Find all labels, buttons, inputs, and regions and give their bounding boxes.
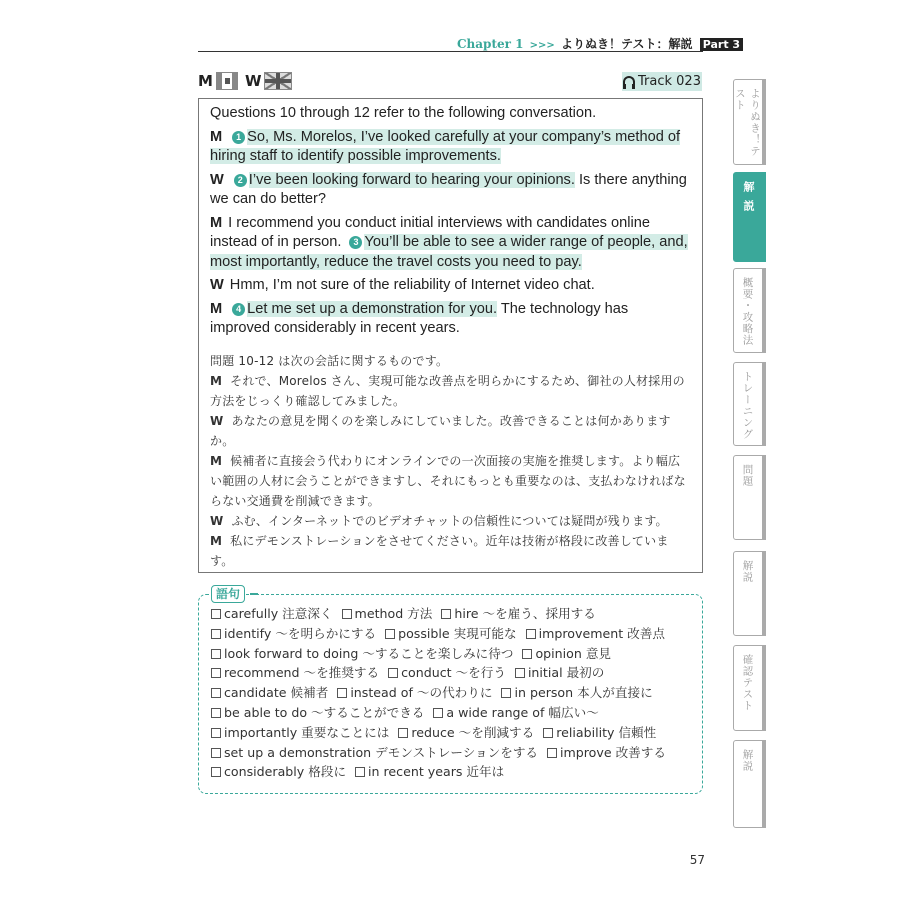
translation-intro: 問題 10-12 は次の会話に関するものです。 [210, 353, 449, 368]
vocabulary-list [211, 604, 690, 782]
speaker-label: M [210, 533, 223, 548]
header-rule [198, 51, 703, 52]
line-text: The technology has improved considerably in recent years. [210, 300, 629, 336]
speaker-label: W [210, 513, 224, 528]
vocabulary-text: instead of ～の代わりに [350, 685, 493, 701]
side-tab[interactable] [733, 645, 766, 731]
running-header [457, 35, 741, 51]
speaker-label: W [210, 277, 224, 293]
vocabulary-item[interactable] [211, 646, 513, 661]
checkbox-icon[interactable] [211, 668, 221, 678]
chapter-label: Chapter 1 [457, 37, 524, 51]
audio-track-badge[interactable] [622, 72, 702, 91]
translation-text: 私にデモンストレーションをさせてください。近年は技術が格段に改善しています。 [210, 533, 669, 568]
vocabulary-text: be able to do ～することができる [224, 704, 425, 720]
dialogue-line [210, 214, 691, 273]
checkbox-icon[interactable] [211, 688, 221, 698]
dialogue-line [210, 171, 691, 210]
side-tab[interactable] [733, 740, 766, 828]
vocabulary-item[interactable] [211, 626, 376, 641]
side-tab[interactable] [733, 455, 766, 540]
vocabulary-text: importantly 重要なことには [224, 724, 390, 740]
vocabulary-line [211, 644, 690, 664]
chevrons-icon: >>> [529, 40, 555, 51]
speaker-label: M [210, 214, 223, 231]
vocabulary-item[interactable] [211, 725, 389, 740]
line-text: Hmm, I’m not sure of the reliability of Internet video chat. [229, 277, 595, 293]
side-tab-label: 解説 [742, 181, 755, 219]
vocabulary-text: in recent years 近年は [368, 764, 505, 780]
vocabulary-item[interactable] [526, 626, 665, 641]
vocabulary-text: method 方法 [354, 606, 433, 621]
vocabulary-item[interactable] [515, 665, 604, 680]
vocabulary-item[interactable] [337, 685, 492, 700]
dialogue-line [210, 300, 691, 339]
speaker-flags [198, 71, 292, 91]
line-text: I recommend you conduct initial interviews with candidates online instead of in person. [210, 214, 650, 250]
page-number: 57 [689, 853, 705, 867]
translation-line [210, 451, 691, 511]
side-tab-label: トレーニング [741, 371, 754, 440]
speaker-label: W [210, 413, 224, 428]
dialogue-line [210, 276, 691, 296]
vocabulary-text: identify ～を明らかにする [224, 625, 377, 641]
vocabulary-line [211, 624, 690, 644]
side-tab-label: よりぬき！テスト [734, 88, 761, 157]
highlighted-text: Let me set up a demonstration for you. [247, 300, 498, 317]
checkbox-icon[interactable] [342, 609, 352, 619]
vocabulary-line [211, 604, 690, 624]
vocabulary-text: hire ～を雇う、採用する [454, 606, 596, 621]
vocabulary-item[interactable] [433, 705, 598, 720]
uk-flag-icon [264, 72, 292, 90]
english-transcript [210, 104, 691, 339]
speaker-w-label: W [244, 72, 262, 90]
vocabulary-title: 語句 [211, 585, 245, 603]
side-tab[interactable] [733, 79, 766, 165]
clue-number-badge: 2 [234, 174, 247, 187]
track-label: Track 023 [638, 74, 701, 89]
vocabulary-item[interactable] [211, 764, 346, 779]
vocabulary-line [211, 703, 690, 723]
clue-number-badge: 3 [349, 236, 362, 249]
translation-text: ふむ、インターネットでのビデオチャットの信頼性については疑問が残ります。 [231, 513, 668, 528]
speaker-label: M [210, 373, 223, 388]
checkbox-icon[interactable] [211, 767, 221, 777]
vocabulary-item[interactable] [388, 665, 506, 680]
vocabulary-text: reliability 信頼性 [556, 724, 657, 740]
vocabulary-item[interactable] [398, 725, 534, 740]
japanese-translation [210, 351, 691, 571]
vocabulary-item[interactable] [501, 685, 652, 700]
checkbox-icon[interactable] [211, 649, 221, 659]
vocabulary-text: initial 最初の [527, 665, 605, 681]
highlighted-text: So, Ms. Morelos, I’ve looked carefully at your company’s method of hiring staff to identify possible improvements. [210, 128, 681, 164]
checkbox-icon[interactable] [433, 708, 443, 718]
checkbox-icon[interactable] [388, 668, 398, 678]
translation-text: それで、Morelos さん、実現可能な改善点を明らかにするため、御社の人材採用の方法をじっくり確認してみました。 [210, 373, 685, 408]
highlighted-text: I’ve been looking forward to hearing your opinions. [248, 171, 575, 188]
vocabulary-text: improve 改善する [560, 744, 666, 760]
checkbox-icon[interactable] [211, 708, 221, 718]
side-tab-label: 解説 [741, 749, 754, 772]
vocabulary-item[interactable] [441, 606, 595, 621]
vocabulary-item[interactable] [211, 665, 379, 680]
vocabulary-text: candidate 候補者 [224, 685, 329, 701]
checkbox-icon[interactable] [385, 629, 395, 639]
vocabulary-item[interactable] [211, 705, 424, 720]
vocabulary-text: recommend ～を推奨する [224, 665, 380, 681]
headphones-icon [623, 76, 635, 87]
vocabulary-text: reduce ～を削減する [411, 724, 535, 740]
canada-flag-icon [216, 72, 238, 90]
vocabulary-line [211, 683, 690, 703]
part-badge: Part 3 [700, 38, 743, 51]
vocabulary-line [211, 663, 690, 683]
side-tab-label: 問題 [741, 464, 754, 487]
vocabulary-line [211, 723, 690, 743]
checkbox-icon[interactable] [355, 767, 365, 777]
vocabulary-text: conduct ～を行う [401, 665, 506, 681]
line-text: Is there anything we can do better? [210, 171, 687, 207]
transcript-box [198, 98, 703, 573]
speaker-label: W [210, 171, 224, 188]
checkbox-icon[interactable] [211, 629, 221, 639]
vocabulary-item[interactable] [385, 626, 517, 641]
checkbox-icon[interactable] [526, 629, 536, 639]
side-tab-label: 解説 [741, 560, 754, 583]
vocabulary-item[interactable] [211, 685, 328, 700]
vocabulary-text: opinion 意見 [535, 645, 612, 661]
vocabulary-text: considerably 格段に [224, 764, 347, 780]
speaker-label: M [210, 453, 223, 468]
vocabulary-item[interactable] [211, 745, 538, 760]
side-tab[interactable] [733, 268, 766, 353]
translation-line [210, 511, 691, 531]
side-tab[interactable] [733, 362, 766, 446]
vocabulary-item[interactable] [211, 606, 333, 621]
speaker-m-label: M [198, 72, 213, 90]
vocabulary-item[interactable] [522, 646, 611, 661]
side-tab[interactable] [733, 172, 766, 262]
speaker-label: M [210, 128, 223, 145]
speaker-label: M [210, 300, 223, 317]
vocabulary-text: improvement 改善点 [538, 625, 665, 641]
translation-text: 候補者に直接会う代わりにオンラインでの一次面接の実施を推奨します。より幅広い範囲の人材に会うことができますし、それにもっとも重要なのは、支払わなければならない交通費を削減できます。 [210, 453, 686, 508]
clue-number-badge: 4 [232, 303, 245, 316]
checkbox-icon[interactable] [543, 728, 553, 738]
side-tab[interactable] [733, 551, 766, 636]
checkbox-icon[interactable] [398, 728, 408, 738]
transcript-intro: Questions 10 through 12 refer to the following conversation. [210, 105, 597, 121]
checkbox-icon[interactable] [547, 748, 557, 758]
vocabulary-text: look forward to doing ～することを楽しみに待つ [224, 645, 514, 661]
header-title: よりぬき！テスト：解説 [560, 37, 693, 51]
checkbox-icon[interactable] [441, 609, 451, 619]
side-tab-label: 概要・攻略法 [741, 277, 754, 346]
vocabulary-text: set up a demonstration デモンストレーションをする [224, 744, 539, 760]
vocabulary-text: in person 本人が直接に [514, 685, 653, 701]
dialogue-line [210, 128, 691, 167]
checkbox-icon[interactable] [515, 668, 525, 678]
highlighted-text: You’ll be able to see a wider range of people, and, most importantly, reduce the travel costs you need to pay. [210, 234, 688, 270]
translation-text: あなたの意見を聞くのを楽しみにしていました。改善できることは何かありますか。 [210, 413, 671, 448]
translation-line [210, 371, 691, 411]
checkbox-icon[interactable] [522, 649, 532, 659]
vocabulary-line [211, 762, 690, 782]
checkbox-icon[interactable] [211, 609, 221, 619]
checkbox-icon[interactable] [501, 688, 511, 698]
vocabulary-item[interactable] [543, 725, 656, 740]
checkbox-icon[interactable] [211, 748, 221, 758]
side-tab-label: 確認テスト [741, 654, 754, 712]
vocabulary-item[interactable] [547, 745, 666, 760]
vocabulary-line [211, 743, 690, 763]
vocabulary-text: carefully 注意深く [224, 606, 333, 621]
vocabulary-item[interactable] [355, 764, 504, 779]
vocabulary-item[interactable] [342, 606, 433, 621]
checkbox-icon[interactable] [211, 728, 221, 738]
vocabulary-text: a wide range of 幅広い～ [446, 704, 599, 720]
translation-line [210, 411, 691, 451]
translation-line [210, 531, 691, 571]
vocabulary-box [198, 587, 703, 794]
checkbox-icon[interactable] [337, 688, 347, 698]
vocabulary-text: possible 実現可能な [398, 625, 517, 641]
clue-number-badge: 1 [232, 131, 245, 144]
